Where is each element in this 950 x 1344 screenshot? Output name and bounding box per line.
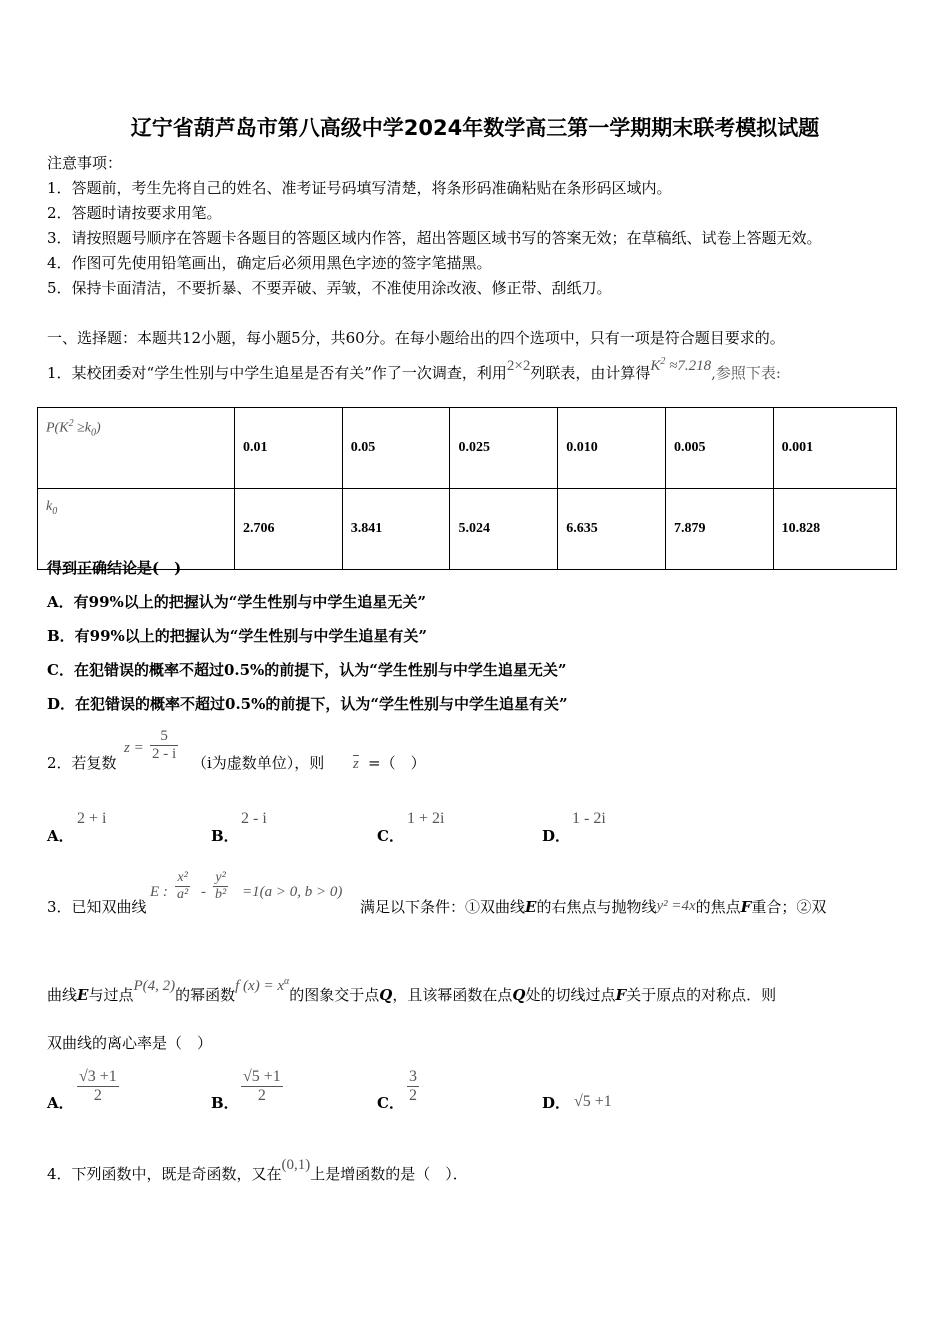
- q3-option-a-value: $\frac{√3 +1}{2}$: [79, 1068, 117, 1104]
- q3-option-b-label: B．: [211, 1094, 239, 1112]
- note-item: 4．作图可先使用铅笔画出，确定后必须用黑色字迹的签字笔描黑。: [47, 254, 492, 272]
- q2-z-eq: z =: [124, 740, 144, 756]
- q3-E: E :: [150, 884, 168, 900]
- table-row: [38, 408, 897, 489]
- q3-option-b-value: $\frac{√5 +1}{2}$: [243, 1068, 281, 1104]
- notes-heading: 注意事项：: [47, 154, 123, 172]
- note-item: 5．保持卡面清洁，不要折暴、不要弄破、弄皱，不准使用涂改液、修正带、刮纸刀。: [47, 279, 612, 297]
- q3-cond: =1(a > 0, b > 0): [242, 884, 343, 900]
- q1-suffix: ,参照下表:: [711, 364, 781, 382]
- table-cell: 0.01: [235, 408, 343, 489]
- q3-option-c-value: $\frac{3}{2}$: [409, 1068, 417, 1104]
- q3-minus: -: [201, 884, 206, 900]
- q1-option-d: D．在犯错误的概率不超过0.5%的前提下，认为“学生性别与中学生追星有关”: [47, 695, 568, 713]
- note-item: 2．答题时请按要求用笔。: [47, 204, 222, 222]
- table-header-p: $P(K^2 \ge k_0)$: [38, 408, 235, 489]
- note-item: 1．答题前，考生先将自己的姓名、准考证号码填写清楚，将条形码准确粘贴在条形码区域内。: [47, 179, 672, 197]
- critical-value-table: [37, 407, 897, 570]
- q2-option-a-label: A．: [47, 827, 74, 845]
- q3-option-d-label: D．: [542, 1094, 571, 1112]
- q2-option-b-label: B．: [211, 827, 239, 845]
- q1-conclusion: 得到正确结论是( ): [47, 559, 182, 577]
- table-cell: 3.841: [342, 489, 450, 570]
- q2-option-d-value: 1 - 2i: [572, 810, 606, 827]
- q3-line3: 双曲线的离心率是（ ）: [47, 1034, 213, 1052]
- table-cell: 6.635: [558, 489, 666, 570]
- q2-option-b-value: 2 - i: [241, 810, 267, 827]
- q2-fraction: $\frac{5}{2 - i}$: [152, 728, 177, 762]
- note-item: 3．请按照题号顺序在答题卡各题目的答题区域内作答，超出答题区域书写的答案无效；在草稿纸、试卷上答题无效。: [47, 229, 822, 247]
- table-cell: 7.879: [665, 489, 773, 570]
- q2-zbar: $\overline{z}$: [353, 756, 359, 772]
- q3-option-a-label: A．: [47, 1094, 74, 1112]
- q2-mid: （i为虚数单位），则: [192, 754, 325, 772]
- table-cell: 10.828: [773, 489, 896, 570]
- q3-frac-x: $\frac{\text{x²}}{\text{a²}}$: [177, 870, 189, 902]
- q4-stem: 4．下列函数中，既是奇函数，又在(0,1)上是增函数的是（ ）．: [47, 1157, 468, 1183]
- q2-option-c-value: 1 + 2i: [407, 810, 445, 827]
- table-header-k0: $k_0$: [38, 489, 235, 570]
- q3-frac-y: $\frac{\text{y²}}{\text{b²}}$: [215, 870, 227, 902]
- q3-option-d-value: √5 +1: [574, 1093, 612, 1110]
- table-cell: 2.706: [235, 489, 343, 570]
- q1-mid: 列联表，由计算得: [530, 364, 651, 382]
- q3-line1: 满足以下条件：①双曲线E的右焦点与抛物线y² =4x的焦点F重合；②双: [360, 898, 827, 916]
- q2-option-a-value: 2 + i: [77, 810, 107, 827]
- q1-option-a: A．有99%以上的把握认为“学生性别与中学生追星无关”: [47, 593, 427, 611]
- table-cell: 0.005: [665, 408, 773, 489]
- q2-option-c-label: C．: [377, 827, 404, 845]
- q1-prefix: 1．某校团委对“学生性别与中学生追星是否有关”作了一次调查，利用: [47, 364, 507, 382]
- table-cell: 0.025: [450, 408, 558, 489]
- table-cell: 5.024: [450, 489, 558, 570]
- q2-prefix: 2．若复数: [47, 754, 117, 772]
- q1-option-b: B．有99%以上的把握认为“学生性别与中学生追星有关”: [47, 627, 428, 645]
- question-1-stem: [47, 356, 781, 383]
- q3-option-c-label: C．: [377, 1094, 404, 1112]
- page-title: 辽宁省葫芦岛市第八高级中学2024年数学高三第一学期期末联考模拟试题: [130, 116, 820, 140]
- q2-option-d-label: D．: [542, 827, 571, 845]
- q1-math-2x2: 2×2: [506, 358, 531, 374]
- q3-prefix: 3．已知双曲线: [47, 898, 147, 916]
- table-cell: 0.010: [558, 408, 666, 489]
- q3-line2: 曲线E与过点P(4, 2)的幂函数f $(x) = x^\alpha$的图象交于点Q，且该幂函数在点Q处的切线过点F关于原点的对称点．则: [47, 976, 777, 1004]
- q1-math-k2: $K^2 \approx 7.218$: [650, 356, 712, 374]
- table-cell: 0.001: [773, 408, 896, 489]
- table-cell: 0.05: [342, 408, 450, 489]
- section-heading: 一、选择题：本题共12小题，每小题5分，共60分。在每小题给出的四个选项中，只有一项是符合题目要求的。: [47, 329, 785, 347]
- q2-end: =（ ）: [368, 754, 426, 772]
- q1-option-c: C．在犯错误的概率不超过0.5%的前提下，认为“学生性别与中学生追星无关”: [47, 661, 567, 679]
